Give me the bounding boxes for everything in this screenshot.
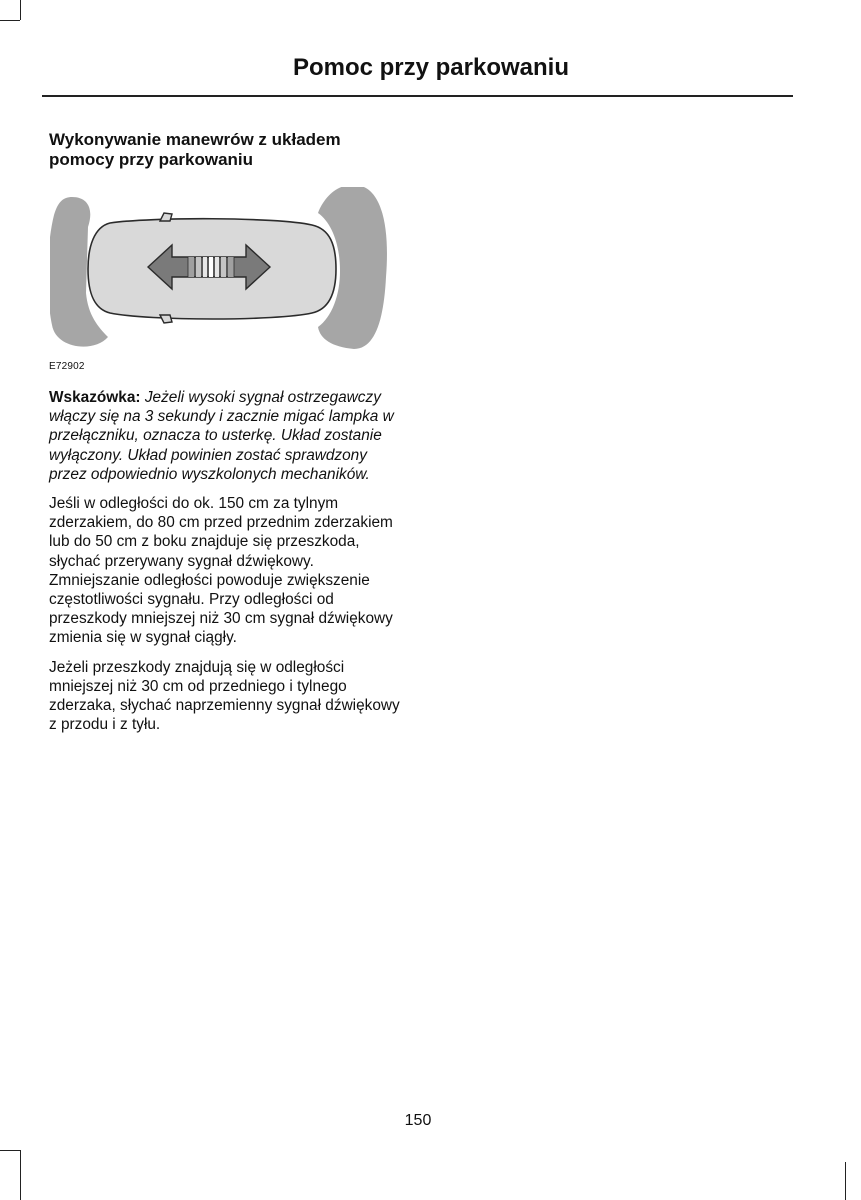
- crop-mark-top-left-horizontal: [0, 20, 20, 21]
- crop-mark-bottom-left-vertical: [20, 1150, 21, 1200]
- header-rule: [42, 95, 793, 97]
- crop-mark-top-left-vertical: [20, 0, 21, 20]
- note-body: Jeżeli wysoki sygnał ostrzegawczy włączy się na 3 sekundy i zacznie migać lampka w przełączniku, oznacza to usterkę. Układ zostanie wyłączony. Układ powinien zostać sprawdzony przez odpowiednio wyszkolonych mechaników.: [49, 389, 394, 483]
- body-paragraph: Jeżeli przeszkody znajdują się w odległości mniejszej niż 30 cm od przedniego i tylnego zderzaka, słychać naprzemienny sygnał dźwiękowy z przodu i z tyłu.: [49, 658, 400, 734]
- figure-code: E72902: [49, 361, 85, 372]
- content-column: [49, 130, 404, 744]
- left-mirror: [160, 213, 172, 221]
- page-number: 150: [404, 1112, 432, 1129]
- page-title: Pomoc przy parkowaniu: [292, 54, 569, 81]
- right-mirror: [160, 315, 172, 323]
- parking-sensor-figure: [50, 187, 390, 357]
- note-paragraph: [49, 388, 404, 484]
- parking-sensor-diagram: [50, 187, 390, 357]
- note-lead: Wskazówka:: [49, 389, 141, 406]
- crop-mark-bottom-left-horizontal: [0, 1150, 20, 1151]
- section-heading: Wykonywanie manewrów z układem pomocy przy parkowaniu: [49, 130, 341, 169]
- body-paragraph: Jeśli w odległości do ok. 150 cm za tylnym zderzakiem, do 80 cm przed przednim zderzakiem lub do 50 cm z boku znajduje się przeszkoda, słychać przerywany sygnał dźwiękowy. Zmniejszanie odległości powoduje zwiększenie częstotliwości sygnału. Przy odległości od przeszkody mniejszej niż 30 cm sygnał dźwiękowy zmienia się w sygnał ciągły.: [49, 495, 393, 647]
- crop-mark-bottom-right-vertical: [845, 1162, 846, 1200]
